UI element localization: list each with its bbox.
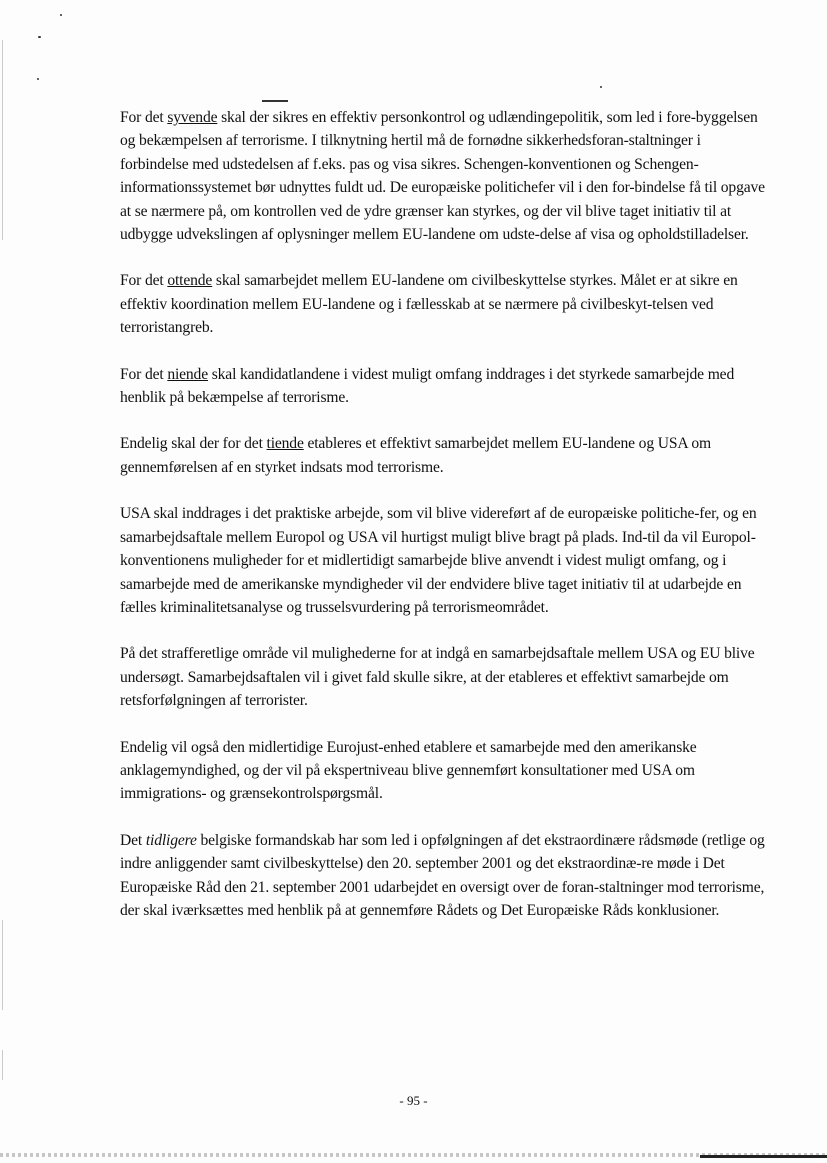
paragraph-3: For det niende skal kandidatlandene i videst muligt omfang inddrages i det styrkede samarbejde med henblik på bekæmpelse af terrorisme. — [120, 365, 735, 407]
scan-edge-line — [2, 920, 3, 1010]
underlined-ordinal: tiende — [266, 435, 304, 453]
paragraph-1: For det syvende skal der sikres en effektiv personkontrol og udlændingepolitik, som led i fore-byggelsen og bekæmpelsen af terrorisme. I tilknytning hertil må de fornødne sikkerhedsforan-staltninger i forbindelse med udstedelsen af f.eks. pas og visa sikres. Schengen-konventionen og Schengen-informationssystemet bør udnyttes fuldt ud. De europæiske politichefer vil i den for-bindelse få til opgave at se nærmere på, om kontrollen ved de ydre grænser kan styrkes, og der vil blive taget initiativ til at udbygge udvekslingen af oplysninger mellem EU-landene om udste-delse af visa og opholdstilladelser. — [120, 109, 765, 244]
paragraph-8: Det tidligere belgiske formandskab har som led i opfølgningen af det ekstraordinære rådsmøde (retlige og indre anliggender samt civilbeskyttelse) den 20. september 2001 og det ekstraordinæ-re møde i Det Europæiske Råd den 21. september 2001 udarbejdet en oversigt over de foran-staltninger mod terrorisme, der skal iværksættes med henblik på at gennemføre Rådets og Det Europæiske Råds konklusioner. — [120, 831, 765, 919]
scan-speck — [38, 36, 41, 38]
scan-bottom-bar — [700, 1155, 827, 1158]
paragraph-4: Endelig skal der for det tiende etableres et effektivt samarbejdet mellem EU-landene og USA om gennemførelsen af en styrket indsats mod terrorisme. — [120, 435, 711, 476]
scan-edge-line — [2, 40, 3, 240]
scan-speck — [37, 78, 39, 80]
italic-word: tidligere — [145, 831, 197, 849]
underlined-ordinal: niende — [167, 365, 208, 383]
underlined-ordinal: ottende — [167, 272, 213, 290]
paragraph-2: For det ottende skal samarbejdet mellem EU-landene om civilbeskyttelse styrkes. Målet er at sikre en effektiv koordination mellem EU-landene og i fællesskab at se nærmere på civilbeskyt-telsen ved terroristangreb. — [120, 272, 738, 337]
paragraph-6: På det strafferetlige område vil mulighederne for at indgå en samarbejdsaftale mellem USA og EU blive undersøgt. Samarbejdsaftalen vil i givet fald skulle sikre, at der etableres et effektivt samarbejde om retsforfølgningen af terrorister. — [120, 645, 755, 710]
paragraph-7: Endelig vil også den midlertidige Eurojust-enhed etablere et samarbejde med den amerikanske anklagemyndighed, og der vil på ekspertniveau blive gennemført konsultationer med USA om immigrations- og grænsekontrolspørgsmål. — [120, 738, 697, 803]
underlined-ordinal: syvende — [167, 109, 218, 126]
scan-speck — [600, 86, 602, 88]
paragraph-5: USA skal inddrages i det praktiske arbejde, som vil blive videreført af de europæiske politiche-fer, og en samarbejdsaftale mellem Europol og USA vil hurtigst muligt blive bragt på plads. Ind-til da vil Europol-konventionens muligheder for et midlertidigt samarbejde blive anvendt i videst muligt omfang, og i samarbejde med de amerikanske myndigheder vil der endvidere blive taget initiativ til at udarbejde en fælles kriminalitetsanalyse og trusselsvurdering på terrorismeområdet. — [120, 505, 757, 616]
scan-speck — [60, 14, 62, 16]
scan-edge-line — [2, 1050, 3, 1080]
body-text — [120, 106, 770, 922]
page-number: - 95 - — [399, 1093, 428, 1108]
